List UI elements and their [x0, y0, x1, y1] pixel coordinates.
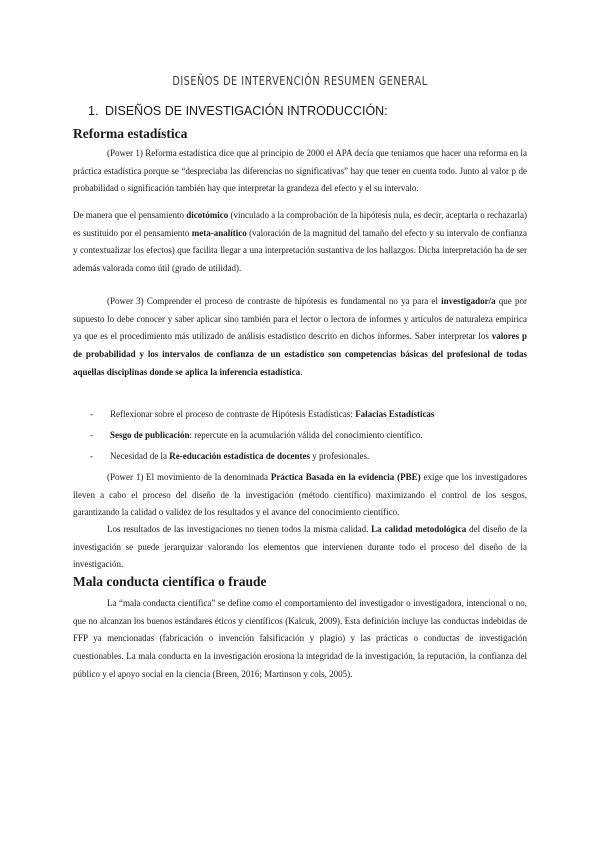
- heading-mala-conducta: Mala conducta científica o fraude: [73, 574, 267, 589]
- paragraph-reforma-1: (Power 1) Reforma estadística dice que al principio de 2000 el APA decía que teníamos que hacer una reforma en la práctica estadística porque se “despreciaba las diferencias no significativas” hay que tener en cuenta todo. Junto al valor p de probabilidad o significación también hay que interpretar la grandeza del efecto y el su intervalo.: [73, 148, 527, 194]
- heading-reforma-estadistica: Reforma estadística: [73, 126, 188, 141]
- list-item: - Sesgo de publicación: repercute en la acumulación válida del conocimiento científico.: [90, 430, 423, 440]
- bullet-list: [73, 404, 527, 467]
- bold-meta-analitico: meta-analítico: [191, 227, 247, 238]
- bold-pbe: Práctica Basada en la evidencia (PBE): [270, 472, 421, 482]
- bold-valores-p: valores p de probabilidad y los intervalos de confianza de un estadístico son competencias básicas del profesional de todas aquellas disciplinas donde se aplica la inferencia estadística: [73, 331, 527, 377]
- paragraph-reforma-2: De manera que el pensamiento dicotómico (vinculado a la comprobación de la hipótesis nula, es decir, aceptarla o rechazarla) es sustituido por el pensamiento meta-analítico (valoración de la magnitud del tamaño del efecto y su intervalo de confianza y contextualizar los efectos) que facilita llegar a una interpretación sustantiva de los hallazgos. Dicha interpretación ha de ser además valorada como útil (grado de utilidad).: [73, 210, 528, 274]
- bold-reeducacion: Re-educación estadística de docentes: [169, 451, 310, 461]
- paragraph-pbe: (Power 1) El movimiento de la denominada Práctica Basada en la evidencia (PBE) exige que los investigadores lleven a cabo el proceso del diseño de la investigación (método científico) maximizando el control de los sesgos, garantizando la calidad o validez de los resultados y el avance del conocimiento científico.: [73, 472, 528, 518]
- section-number: 1.: [88, 104, 99, 118]
- section-heading: [88, 104, 388, 118]
- bold-dicotomico: dicotómico: [186, 210, 229, 220]
- bold-calidad-metodologica: La calidad metodológica: [371, 524, 467, 534]
- paragraph-mala-conducta: La “mala conducta científica” se define como el comportamiento del investigador o investigadora, intencional o no, que no alcanzan los buenos estándares éticos y científicos (Kalcuk, 2009). Esta definición incluye las conductas indebidas de FFP ya mencionadas (fabricación o invención falsificación y plagio) y las prácticas o conductas de investigación cuestionables. La mala conducta en la investigación erosiona la integridad de la investigación, la reputación, la confianza del público y el apoyo social en la ciencia (Breen, 2016; Martinson y cols, 2005).: [73, 598, 527, 679]
- section-title: DISEÑOS DE INVESTIGACIÓN INTRODUCCIÓN:: [105, 104, 388, 118]
- list-item: - Reflexionar sobre el proceso de contraste de Hipótesis Estadísticas: Falacias Estadísticas: [90, 409, 435, 419]
- paragraph-calidad: Los resultados de las investigaciones no tienen todos la misma calidad. La calidad metodológica del diseño de la investigación se puede jerarquizar valorando los elementos que intervienen durante todo el proceso del diseño de la investigación.: [73, 524, 527, 570]
- list-item: - Necesidad de la Re-educación estadística de docentes y profesionales.: [90, 451, 370, 461]
- bold-falacias: Falacias Estadísticas: [355, 409, 435, 419]
- document-title: DISEÑOS DE INTERVENCIÓN RESUMEN GENERAL: [172, 73, 428, 88]
- bold-investigador: investigador/a: [441, 296, 496, 306]
- bold-sesgo-publicacion: Sesgo de publicación: [110, 430, 190, 440]
- paragraph-contraste-hipotesis: (Power 3) Comprender el proceso de contraste de hipótesis es fundamental no ya para el investigador/a que por supuesto lo debe conocer y saber aplicar sino también para el lector o lectora de informes y artículos de naturaleza empírica ya que es el procedimiento más utilizado de análisis estadístico descrito en dichos informes. Saber interpretar los valores p de probabilidad y los intervalos de confianza de un estadístico son competencias básicas del profesional de todas aquellas disciplinas donde se aplica la inferencia estadística.: [73, 296, 527, 377]
